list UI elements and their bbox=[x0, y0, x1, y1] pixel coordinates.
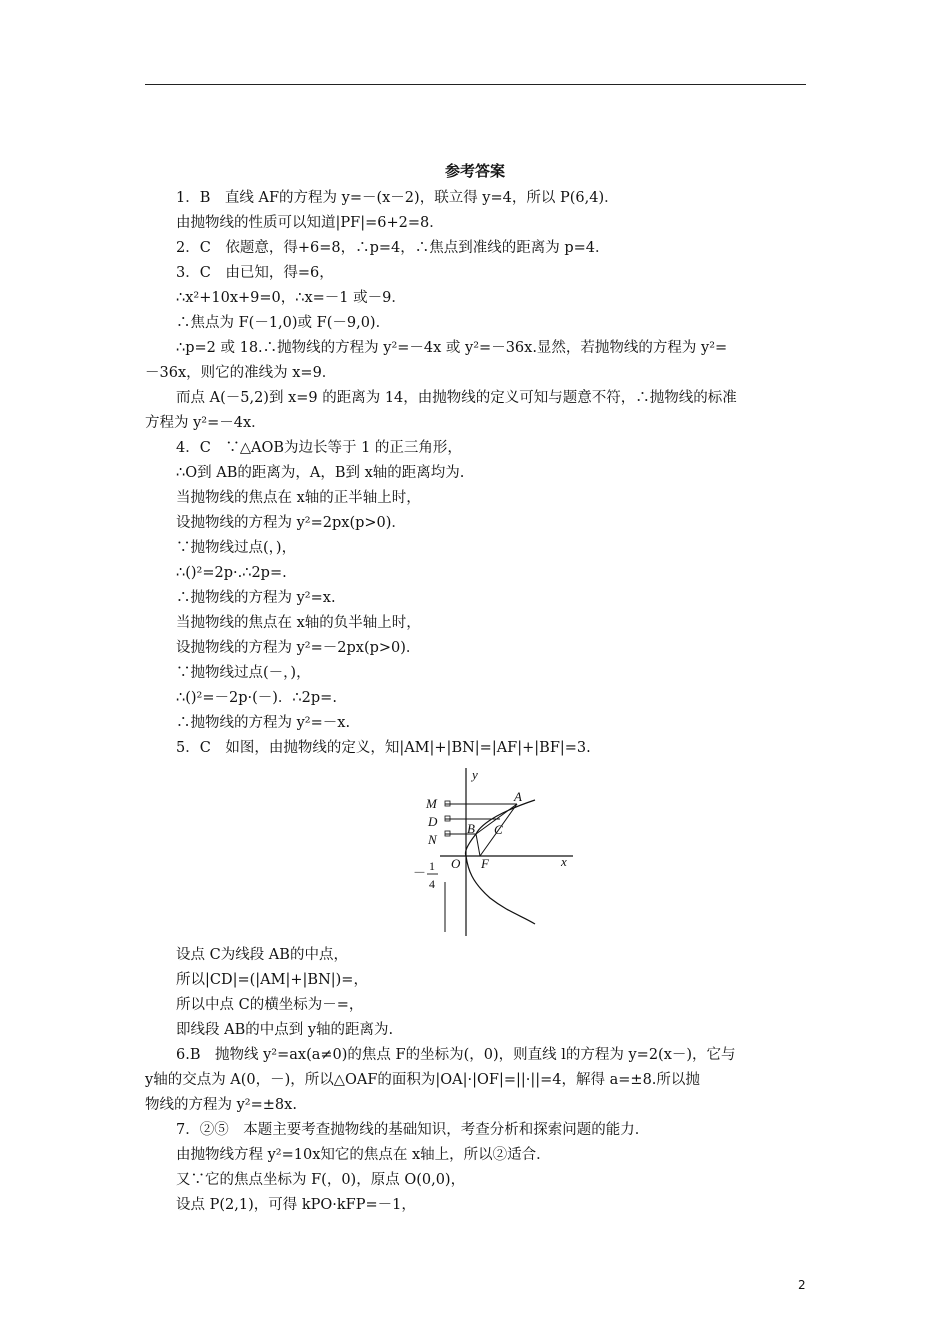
text-line: 所以中点 C的横坐标为－=， bbox=[176, 997, 364, 1013]
label-fraction-den: 4 bbox=[429, 877, 435, 891]
text-line: 物线的方程为 y²=±8x. bbox=[145, 1097, 297, 1113]
text-line: 即线段 AB的中点到 y轴的距离为. bbox=[176, 1022, 394, 1038]
label-D: D bbox=[428, 814, 438, 829]
text-line: 5．C 如图，由抛物线的定义，知|AM|+|BN|=|AF|+|BF|=3. bbox=[176, 740, 591, 756]
text-line: y轴的交点为 A(0，－)，所以△OAF的面积为|OA|·|OF|=||·||=4，解得 a=±8.所以抛 bbox=[145, 1072, 700, 1088]
text-line: ∴焦点为 F(－1,0)或 F(－9,0)． bbox=[176, 315, 391, 331]
page-title: 参考答案 bbox=[444, 162, 505, 180]
text-line: 设点 C为线段 AB的中点， bbox=[176, 947, 348, 963]
text-line: 当抛物线的焦点在 x轴的负半轴上时， bbox=[176, 615, 421, 631]
text-line: 4．C ∵△AOB为边长等于 1 的正三角形， bbox=[176, 440, 462, 456]
text-line: 所以|CD|=(|AM|+|BN|)=， bbox=[176, 972, 368, 988]
text-line: 3．C 由已知，得=6， bbox=[176, 265, 334, 281]
label-N: N bbox=[428, 832, 437, 847]
text-line: ∴()²=－2p·(－)．∴2p=. bbox=[176, 690, 337, 706]
text-line: 6.B 抛物线 y²=ax(a≠0)的焦点 F的坐标为(，0)，则直线 l的方程为 y=2(x－)，它与 bbox=[176, 1047, 736, 1063]
label-O: O bbox=[451, 856, 461, 871]
label-fraction-num: 1 bbox=[429, 859, 435, 873]
label-x: x bbox=[561, 854, 567, 869]
label-C: C bbox=[494, 822, 503, 837]
label-y: y bbox=[472, 767, 478, 782]
text-line: 设点 P(2,1)，可得 kPO·kFP=－1， bbox=[176, 1197, 416, 1213]
text-line: 方程为 y²=－4x． bbox=[145, 415, 266, 431]
text-line: －36x，则它的准线为 x=9． bbox=[145, 365, 337, 381]
text-line: 由抛物线方程 y²=10x知它的焦点在 x轴上，所以②适合． bbox=[176, 1147, 551, 1163]
text-line: 由抛物线的性质可以知道|PF|=6+2=8． bbox=[176, 215, 444, 231]
text-line: 而点 A(－5,2)到 x=9 的距离为 14，由抛物线的定义可知与题意不符，∴抛物线的标准 bbox=[176, 390, 737, 406]
label-A: A bbox=[514, 789, 522, 804]
text-line: ∴x²+10x+9=0，∴x=－1 或－9． bbox=[176, 290, 406, 306]
text-line: 1．B 直线 AF的方程为 y=－(x－2)，联立得 y=4，所以 P(6,4)． bbox=[176, 190, 619, 206]
segment-BF bbox=[476, 834, 480, 856]
text-line: ∴抛物线的方程为 y²=x. bbox=[176, 590, 336, 606]
text-line: ∴()²=2p·.∴2p=. bbox=[176, 565, 287, 581]
text-line: ∴O到 AB的距离为，A，B到 x轴的距离均为. bbox=[176, 465, 465, 481]
label-neg: － bbox=[413, 865, 427, 880]
text-line: 2．C 依题意，得+6=8，∴p=4，∴焦点到准线的距离为 p=4． bbox=[176, 240, 610, 256]
text-line: ∴抛物线的方程为 y²=－x. bbox=[176, 715, 351, 731]
text-line: 又∵它的焦点坐标为 F(，0)，原点 O(0,0)， bbox=[176, 1172, 466, 1188]
parabola-figure bbox=[410, 764, 585, 940]
text-line: ∴p=2 或 18.∴抛物线的方程为 y²=－4x 或 y²=－36x.显然，若抛物线的方程为 y²= bbox=[176, 340, 728, 356]
text-line: 设抛物线的方程为 y²=－2px(p>0)． bbox=[176, 640, 421, 656]
text-line: 7．②⑤ 本题主要考查抛物线的基础知识，考查分析和探索问题的能力． bbox=[176, 1122, 650, 1138]
text-line: 设抛物线的方程为 y²=2px(p>0)． bbox=[176, 515, 406, 531]
label-M: M bbox=[426, 796, 437, 811]
page-number: 2 bbox=[798, 1278, 806, 1292]
text-line: ∵抛物线过点(－，)， bbox=[176, 665, 311, 681]
text-line: ∵抛物线过点(，)， bbox=[176, 540, 297, 556]
header-rule bbox=[145, 84, 806, 85]
label-F: F bbox=[481, 856, 489, 871]
text-line: 当抛物线的焦点在 x轴的正半轴上时， bbox=[176, 490, 421, 506]
label-B: B bbox=[467, 821, 475, 836]
